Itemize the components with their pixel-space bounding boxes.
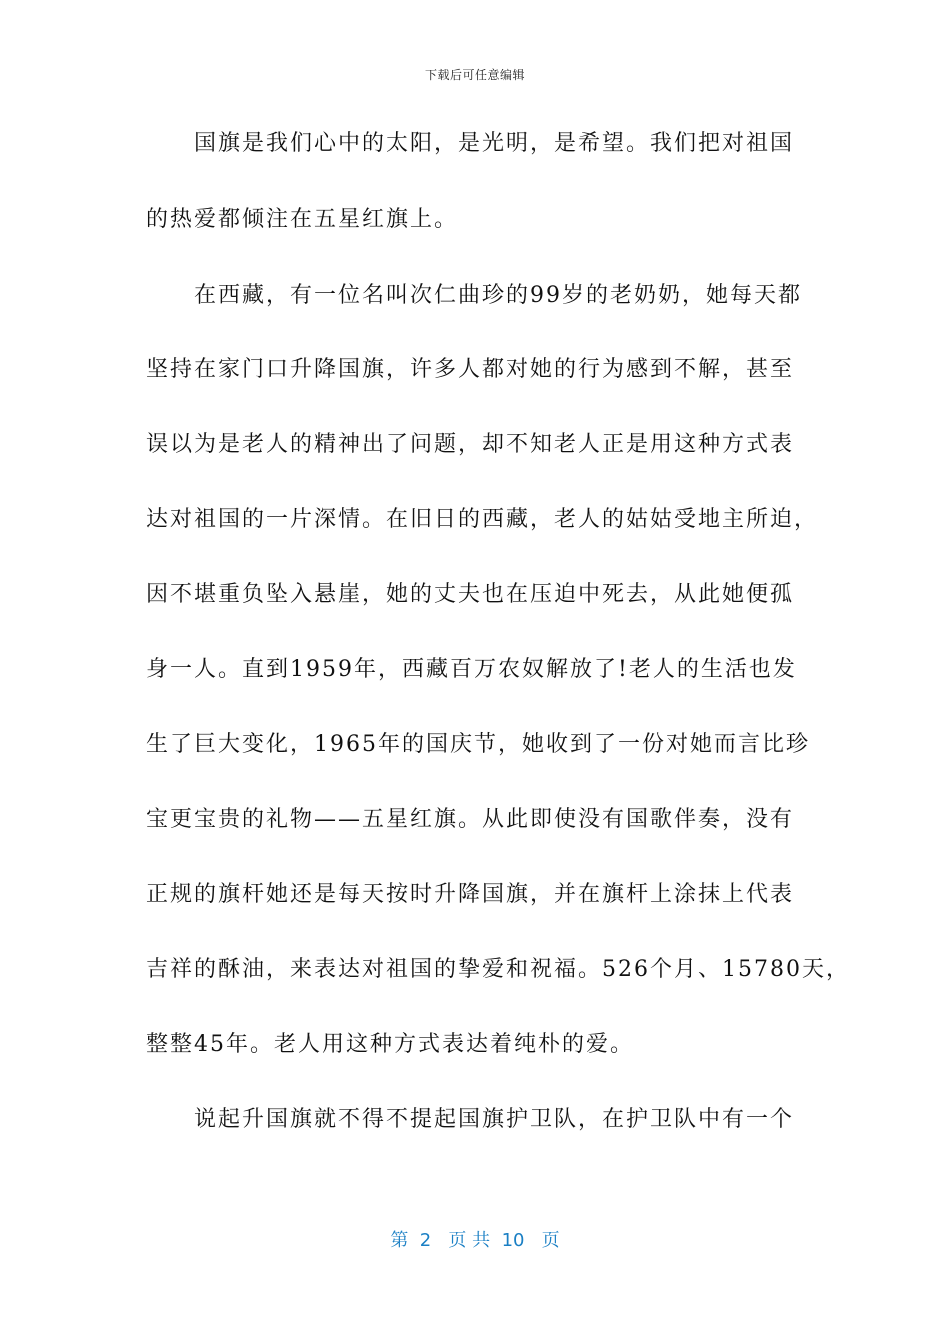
- body-line: 国旗是我们心中的太阳，是光明，是希望。我们把对祖国: [146, 131, 795, 156]
- body-line: 在西藏，有一位名叫次仁曲珍的99岁的老奶奶，她每天都: [146, 283, 802, 308]
- body-line: 生了巨大变化，1965年的国庆节，她收到了一份对她而言比珍: [146, 732, 810, 757]
- body-line: 达对祖国的一片深情。在旧日的西藏，老人的姑姑受地主所迫，: [146, 507, 819, 532]
- body-line: 说起升国旗就不得不提起国旗护卫队，在护卫队中有一个: [146, 1107, 795, 1132]
- body-line: 因不堪重负坠入悬崖，她的丈夫也在压迫中死去，从此她便孤: [146, 582, 795, 607]
- body-line: 的热爱都倾注在五星红旗上。: [146, 207, 459, 232]
- body-line: 吉祥的酥油，来表达对祖国的挚爱和祝福。526个月、15780天，: [146, 957, 850, 982]
- body-line: 身一人。直到1959年，西藏百万农奴解放了!老人的生活也发: [146, 657, 797, 682]
- body-line: 误以为是老人的精神出了问题，却不知老人正是用这种方式表: [146, 432, 795, 457]
- body-line: 宝更宝贵的礼物——五星红旗。从此即使没有国歌伴奏，没有: [146, 807, 795, 832]
- body-line: 整整45年。老人用这种方式表达着纯朴的爱。: [146, 1032, 634, 1057]
- page-number-footer: 第 2 页 共 10 页: [390, 1230, 560, 1251]
- page-header: 下载后可任意编辑: [424, 68, 525, 82]
- body-line: 坚持在家门口升降国旗，许多人都对她的行为感到不解，甚至: [146, 357, 795, 382]
- body-line: 正规的旗杆她还是每天按时升降国旗，并在旗杆上涂抹上代表: [146, 882, 795, 907]
